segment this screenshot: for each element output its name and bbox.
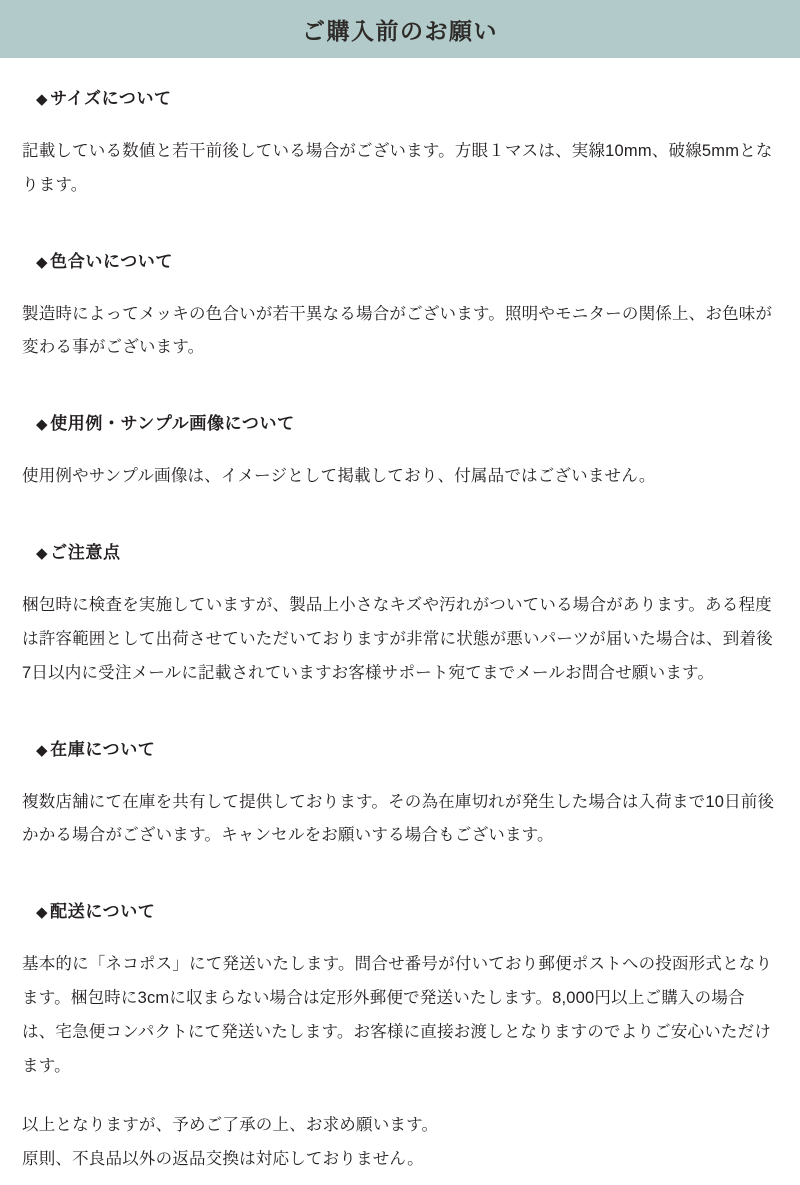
- section-heading-label: 在庫について: [50, 739, 156, 759]
- diamond-icon: ◆: [36, 253, 49, 271]
- section-heading-label: 配送について: [50, 902, 156, 922]
- section-cautions: [22, 538, 778, 690]
- diamond-icon: ◆: [36, 416, 49, 434]
- section-body: 記載している数値と若干前後している場合がございます。方眼１マスは、実線10mm、破線5mmとなります。: [22, 142, 773, 194]
- section-body: 梱包時に検査を実施していますが、製品上小さなキズや汚れがついている場合があります。ある程度は許容範囲として出荷させていただいておりますが非常に状態が悪いパーツが届いた場合は、到着後7日以内に受注メールに記載されていますお客様サポート宛てまでメールお問合せ願います。: [22, 596, 773, 682]
- diamond-icon: ◆: [36, 904, 49, 922]
- section-heading-label: 使用例・サンプル画像について: [50, 414, 295, 434]
- section-heading-label: 色合いについて: [50, 251, 174, 271]
- section-heading: [36, 84, 778, 109]
- section-size: [22, 84, 778, 203]
- diamond-icon: ◆: [36, 91, 49, 108]
- section-heading: [36, 247, 778, 272]
- section-stock: [22, 735, 778, 854]
- section-body: 基本的に「ネコポス」にて発送いたします。問合せ番号が付いており郵便ポストへの投函形式となります。梱包時に3cmに収まらない場合は定形外郵便で発送いたします。8,000円以上ご購入の場合は、宅急便コンパクトにて発送いたします。お客様に直接お渡しとなりますのでよりご安心いただけます。: [22, 955, 773, 1075]
- footer-note-line-2: 原則、不良品以外の返品交換は対応しておりません。: [22, 1150, 424, 1169]
- diamond-icon: ◆: [36, 741, 49, 759]
- page-header-band: [0, 0, 800, 58]
- section-shipping: [22, 897, 778, 1083]
- section-body: 複数店舗にて在庫を共有して提供しております。その為在庫切れが発生した場合は入荷まで10日前後かかる場合がございます。キャンセルをお願いする場合もございます。: [22, 792, 775, 845]
- section-body: 製造時によってメッキの色合いが若干異なる場合がございます。照明やモニターの関係上、お色味が変わる事がございます。: [22, 304, 773, 357]
- section-body: 使用例やサンプル画像は、イメージとして掲載しており、付属品ではございません。: [22, 467, 656, 486]
- section-color: [22, 247, 778, 366]
- section-heading: [36, 538, 778, 563]
- document-content: [0, 58, 800, 1185]
- section-heading-label: ご注意点: [50, 543, 121, 563]
- footer-note-line-1: 以上となりますが、予めご了承の上、お求め願います。: [22, 1116, 439, 1135]
- section-heading: [36, 409, 778, 434]
- section-heading: [36, 735, 778, 760]
- section-heading-label: サイズについて: [50, 89, 172, 108]
- page-title: ご購入前のお願い: [302, 17, 498, 44]
- diamond-icon: ◆: [36, 545, 49, 563]
- section-sample-images: [22, 409, 778, 494]
- section-heading: [36, 897, 778, 922]
